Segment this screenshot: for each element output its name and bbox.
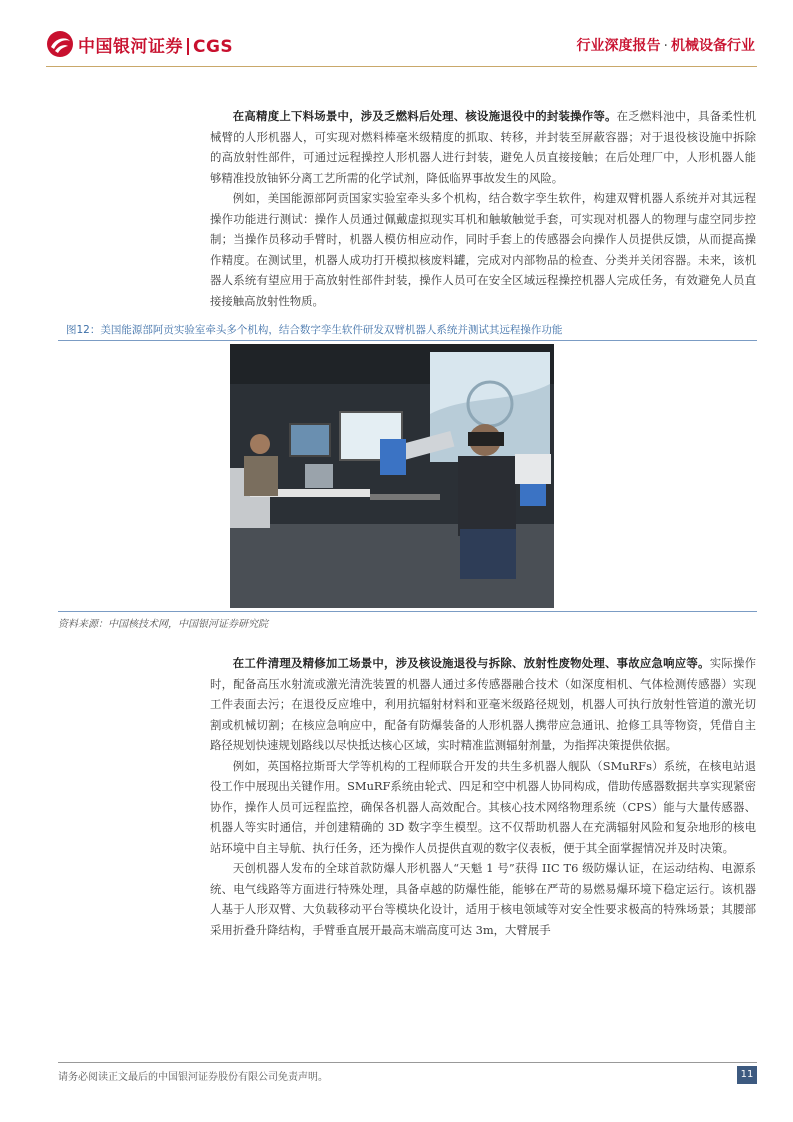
logo-text: 中国银河证券 CGS — [78, 36, 234, 57]
figure-bottom-rule — [58, 611, 757, 612]
paragraph-lead: 在高精度上下料场景中，涉及乏燃料后处理、核设施退役中的封装操作等。在乏燃料池中，具备柔性机械臂的人形机器人，可实现对燃料棒毫米级精度的抓取、转移，并封装至屏蔽容器；对于退役核设施中拆除的高放射性部件，可通过远程操控人形机器人进行封装，避免人员直接接触；在后处理厂中，人形机器人能够精准投放铀钚分离工艺所需的化学试剂，降低临界事故发生的风险。 — [210, 109, 756, 185]
header-separator: · — [663, 38, 668, 54]
report-type: 行业深度报告 — [576, 38, 661, 54]
paragraph-example: 例如，美国能源部阿贡国家实验室牵头多个机构，结合数字孪生软件，构建双臂机器人系统并对其远程操作功能进行测试：操作人员通过佩戴虚拟现实耳机和触敏触觉手套，可实现对机器人的物理与虚空同步控制；当操作员移动手臂时，机器人模仿相应动作，同时手套上的传感器会向操作人员提供反馈，从而提高操作精度。在测试里，机器人成功打开模拟核废料罐，完成对内部物品的检查、分类并关闭容器。未来，该机器人系统有望应用于高放射性部件封装，操作人员可在安全区域远程操控机器人完成任务，有效避免人员直接接触高放射性物质。 — [210, 191, 756, 308]
paragraph-example-smurfs: 例如，英国格拉斯哥大学等机构的工程师联合开发的共生多机器人舰队（SMuRFs）系统，在核电站退役工作中展现出关键作用。SMuRF系统由轮式、四足和空中机器人协同构成，借助传感器数据共享实现紧密协作，操作人员可远程监控，确保各机器人高效配合。其核心技术网络物理系统（CPS）能与大量传感器、机器人等实时通信，并创建精确的 3D 数字孪生模型。这不仅帮助机器人在充满辐射风险和复杂地形的核电站环境中自主导航、执行任务，还为操作人员提供直观的数字仪表板，便于其全面掌握情况并及时决策。 — [210, 758, 756, 855]
page-header — [0, 0, 793, 70]
paragraph-example-tiankui: 天创机器人发布的全球首款防爆人形机器人“天魁 1 号”获得 IIC T6 级防爆认证，在运动结构、电源系统、电气线路等方面进行特殊处理，具备卓越的防爆性能，能够在严苛的易燃易爆环境下稳定运行。该机器人基于人形双臂、大负载移动平台等模块化设计，适用于核电领域等对安全性要求极高的特殊场景；其腰部采用折叠升降结构，手臂垂直展开最高末端高度可达 3m，大臂展手 — [210, 861, 756, 937]
paragraph-lead: 在工件清理及精修加工场景中，涉及核设施退役与拆除、放射性废物处理、事故应急响应等。实际操作时，配备高压水射流或激光清洗装置的机器人通过多传感器融合技术（如深度相机、气体检测传感器）实现工件表面去污；在退役反应堆中，利用抗辐射材料和亚毫米级路径规划，机器人可执行放射性管道的激光切割或机械切割；在核应急响应中，配备有防爆装备的人形机器人携带应急通讯、抢修工具等物资，凭借自主路径规划快速规划路线以尽快抵达核心区域，实时精准监测辐射剂量，为指挥决策提供依据。 — [210, 656, 756, 752]
section-workpiece-cleaning — [210, 653, 756, 940]
footer-disclaimer: 请务必阅读正文最后的中国银河证券股份有限公司免责声明。 — [58, 1072, 328, 1083]
figure-caption: 图12：美国能源部阿贡实验室牵头多个机构，结合数字孪生软件研发双臂机器人系统并测试其远程操作功能 — [66, 324, 563, 336]
footer-divider — [58, 1062, 757, 1063]
industry-name: 机械设备行业 — [671, 38, 755, 54]
vr-robot-operation-photo — [230, 344, 554, 608]
figure-top-rule — [58, 340, 757, 341]
figure-source: 资料来源：中国核技术网，中国银河证券研究院 — [58, 619, 268, 630]
galaxy-logo-icon — [46, 30, 74, 58]
company-logo — [46, 30, 233, 58]
figure-photo — [230, 344, 554, 608]
header-divider — [46, 66, 757, 67]
section-high-precision — [210, 106, 756, 311]
page-number: 11 — [737, 1066, 757, 1084]
report-category — [577, 35, 755, 55]
